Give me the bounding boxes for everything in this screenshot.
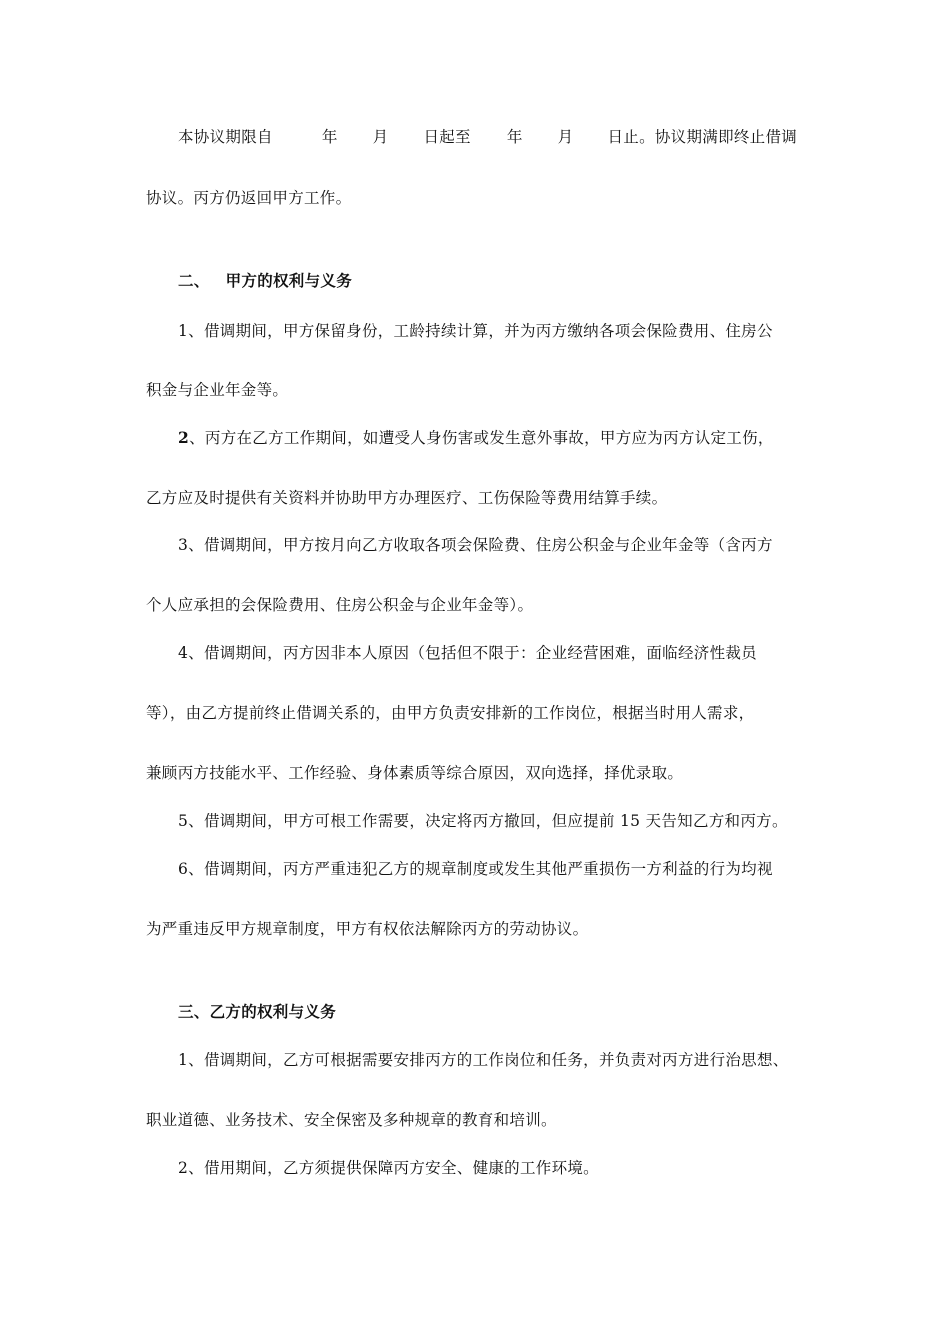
term-month-1: 月 xyxy=(372,128,389,146)
s2-item4-line3: 兼顾丙方技能水平、工作经验、身体素质等综合原因，双向选择，择优录取。 xyxy=(146,764,684,782)
s2-item2-line2: 乙方应及时提供有关资料并协助甲方办理医疗、工伤保险等费用结算手续。 xyxy=(146,489,668,507)
section-2-title: 甲方的权利与义务 xyxy=(225,271,353,290)
s2-item1-line2: 积金与企业年金等。 xyxy=(146,381,289,399)
s2-item5-line1: 5、借调期间，甲方可根工作需要，决定将丙方撤回，但应提前 15 天告知乙方和丙方。 xyxy=(178,812,788,830)
s2-item4-line1: 4、借调期间，丙方因非本人原因（包括但不限于：企业经营困难，面临经济性裁员 xyxy=(178,644,757,662)
s3-item2-line1: 2、借用期间，乙方须提供保障丙方安全、健康的工作环境。 xyxy=(178,1159,599,1177)
s2-item2-number: 2 xyxy=(178,428,190,447)
section-3-heading: 三、乙方的权利与义务 xyxy=(178,1002,337,1021)
section-2-heading xyxy=(178,270,352,292)
s2-item4-line2: 等），由乙方提前终止借调关系的，由甲方负责安排新的工作岗位，根据当时用人需求， xyxy=(146,704,755,722)
s2-item2-line1 xyxy=(178,427,774,449)
s3-item1-line2: 职业道德、业务技术、安全保密及多种规章的教育和培训。 xyxy=(146,1111,557,1129)
s3-item1-line1: 1、借调期间，乙方可根据需要安排丙方的工作岗位和任务，并负责对丙方进行治思想、 xyxy=(178,1051,789,1069)
section-2-number: 二、 xyxy=(178,271,210,290)
s2-item3-line1: 3、借调期间，甲方按月向乙方收取各项会保险费、住房公积金与企业年金等（含丙方 xyxy=(178,536,773,554)
term-day-from: 日起至 xyxy=(423,128,471,146)
term-year-1: 年 xyxy=(321,128,338,146)
term-line-2: 协议。丙方仍返回甲方工作。 xyxy=(146,189,352,207)
s2-item6-line2: 为严重违反甲方规章制度，甲方有权依法解除丙方的劳动协议。 xyxy=(146,920,589,938)
s2-item3-line2: 个人应承担的会保险费用、住房公积金与企业年金等）。 xyxy=(146,596,534,614)
s2-item6-line1: 6、借调期间，丙方严重违犯乙方的规章制度或发生其他严重损伤一方利益的行为均视 xyxy=(178,860,773,878)
s2-item1-line1: 1、借调期间，甲方保留身份，工龄持续计算，并为丙方缴纳各项会保险费用、住房公 xyxy=(178,322,773,340)
term-month-2: 月 xyxy=(557,128,574,146)
term-day-to: 日止。协议期满即终止借调 xyxy=(607,128,798,146)
term-line-1 xyxy=(178,126,797,148)
term-start-text: 本协议期限自 xyxy=(178,128,273,146)
s2-item2-text: 、丙方在乙方工作期间，如遭受人身伤害或发生意外事故，甲方应为丙方认定工伤， xyxy=(189,429,774,447)
term-year-2: 年 xyxy=(506,128,523,146)
